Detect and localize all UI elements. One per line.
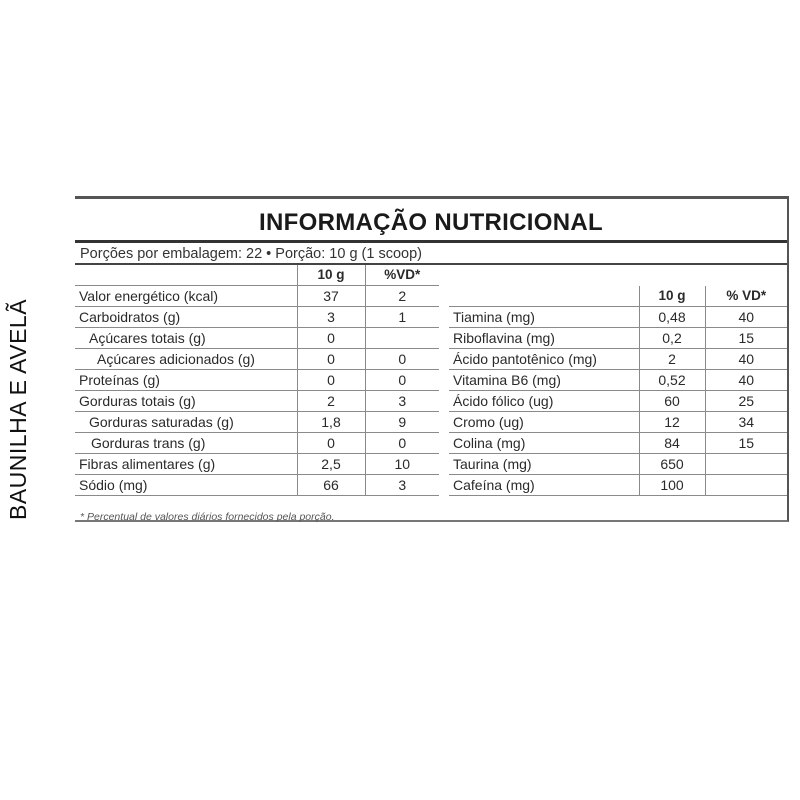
nutrient-amount: 37 [297,286,365,307]
nutrient-amount: 2,5 [297,454,365,475]
nutrient-name: Tiamina (mg) [449,307,639,328]
nutrient-name: Açúcares adicionados (g) [75,349,297,370]
nutrient-vd: 15 [705,433,787,454]
nutrient-amount: 0,52 [639,370,705,391]
nutrient-vd: 40 [705,307,787,328]
table-row [75,391,439,412]
nutrient-vd: 34 [705,412,787,433]
nutrient-name: Gorduras trans (g) [75,433,297,454]
nutrient-amount: 2 [297,391,365,412]
nutrition-facts-panel [75,196,789,522]
table-row [449,412,787,433]
nutrient-name: Vitamina B6 (mg) [449,370,639,391]
nutrient-vd: 0 [365,433,439,454]
nutrient-amount: 60 [639,391,705,412]
nutrient-name: Gorduras saturadas (g) [75,412,297,433]
header-vd: %VD* [365,265,439,286]
footnote: * Percentual de valores diários fornecidos pela porção. [80,511,335,523]
nutrient-name: Sódio (mg) [75,475,297,496]
table-row [449,475,787,496]
nutrition-tables [75,265,787,505]
header-vd: % VD* [705,286,787,307]
table-row [75,412,439,433]
nutrient-name: Colina (mg) [449,433,639,454]
nutrient-vd: 3 [365,475,439,496]
table-spacer-row [449,265,787,286]
nutrient-vd: 3 [365,391,439,412]
table-row [75,307,439,328]
flavor-label: BAUNILHA E AVELÃ [5,298,31,520]
nutrient-vd: 9 [365,412,439,433]
table-row [75,454,439,475]
nutrient-vd [705,475,787,496]
nutrient-name: Riboflavina (mg) [449,328,639,349]
nutrient-amount: 0 [297,370,365,391]
table-row [449,328,787,349]
nutrient-vd: 10 [365,454,439,475]
nutrient-name: Carboidratos (g) [75,307,297,328]
table-row [449,349,787,370]
nutrient-name: Açúcares totais (g) [75,328,297,349]
nutrient-amount: 2 [639,349,705,370]
nutrient-name: Cromo (ug) [449,412,639,433]
nutrient-name: Ácido pantotênico (mg) [449,349,639,370]
table-row [75,349,439,370]
table-row [75,328,439,349]
nutrient-amount: 0 [297,433,365,454]
nutrient-vd: 2 [365,286,439,307]
nutrient-amount: 0 [297,328,365,349]
nutrient-amount: 3 [297,307,365,328]
nutrient-vd: 0 [365,349,439,370]
nutrient-amount: 84 [639,433,705,454]
nutrient-vd: 40 [705,349,787,370]
nutrient-name: Taurina (mg) [449,454,639,475]
nutrient-amount: 0,2 [639,328,705,349]
nutrient-name: Cafeína (mg) [449,475,639,496]
nutrient-amount: 100 [639,475,705,496]
table-header-row [75,265,439,286]
table-row [449,370,787,391]
nutrient-amount: 0 [297,349,365,370]
nutrient-name: Valor energético (kcal) [75,286,297,307]
table-row [449,307,787,328]
nutrition-table-right [449,265,787,496]
nutrient-amount: 0,48 [639,307,705,328]
nutrition-table-left [75,265,439,496]
header-nutrient [75,265,297,286]
nutrient-vd: 1 [365,307,439,328]
nutrient-amount: 12 [639,412,705,433]
nutrient-name: Fibras alimentares (g) [75,454,297,475]
nutrient-name: Proteínas (g) [75,370,297,391]
header-amount: 10 g [297,265,365,286]
nutrient-vd [365,328,439,349]
table-header-row [449,286,787,307]
table-row [75,286,439,307]
nutrient-name: Ácido fólico (ug) [449,391,639,412]
panel-title: INFORMAÇÃO NUTRICIONAL [75,199,787,243]
table-row [75,475,439,496]
nutrient-vd: 0 [365,370,439,391]
header-amount: 10 g [639,286,705,307]
nutrient-amount: 650 [639,454,705,475]
nutrient-vd: 25 [705,391,787,412]
table-row [449,391,787,412]
table-row [75,433,439,454]
nutrient-vd: 15 [705,328,787,349]
table-row [75,370,439,391]
table-row [449,454,787,475]
serving-info: Porções por embalagem: 22 • Porção: 10 g (1 scoop) [75,243,787,265]
nutrient-name: Gorduras totais (g) [75,391,297,412]
nutrient-amount: 1,8 [297,412,365,433]
nutrient-vd: 40 [705,370,787,391]
table-row [449,433,787,454]
nutrient-amount: 66 [297,475,365,496]
header-nutrient [449,286,639,307]
nutrient-vd [705,454,787,475]
